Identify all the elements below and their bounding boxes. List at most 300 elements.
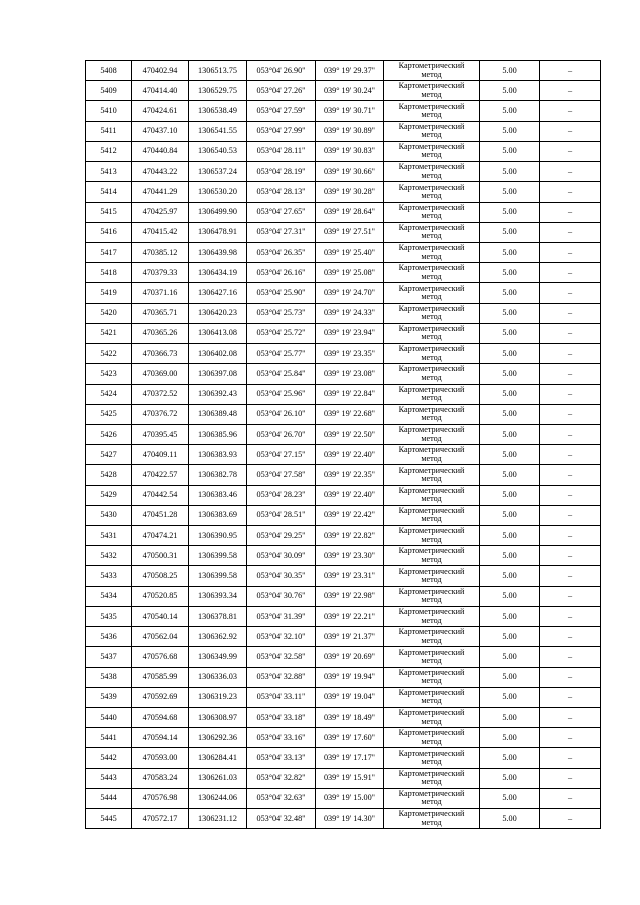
method-cell (384, 283, 480, 303)
y-coordinate-cell: 1306231.12 (189, 809, 247, 829)
note-cell: – (540, 344, 601, 364)
x-coordinate-cell: 470593.00 (132, 748, 189, 768)
accuracy-cell: 5.00 (480, 263, 540, 283)
y-coordinate-cell: 1306378.81 (189, 606, 247, 626)
point-number-cell: 5430 (86, 505, 132, 525)
accuracy-cell: 5.00 (480, 404, 540, 424)
method-line-1: Картометрический (398, 789, 465, 799)
x-coordinate-cell: 470500.31 (132, 546, 189, 566)
latitude-cell: 053°04' 27.15" (247, 445, 316, 465)
longitude-cell: 039° 19' 22.82" (316, 526, 384, 546)
latitude-cell: 053°04' 32.63" (247, 788, 316, 808)
method-cell (384, 606, 480, 626)
point-number-cell: 5444 (86, 788, 132, 808)
method-cell (384, 121, 480, 141)
method-line-2: метод (421, 635, 442, 645)
note-cell: – (540, 546, 601, 566)
accuracy-cell: 5.00 (480, 162, 540, 182)
x-coordinate-cell: 470594.68 (132, 708, 189, 728)
accuracy-cell: 5.00 (480, 141, 540, 161)
longitude-cell: 039° 19' 22.21" (316, 606, 384, 626)
method-cell (384, 728, 480, 748)
x-coordinate-cell: 470594.14 (132, 728, 189, 748)
table-row (86, 667, 601, 687)
method-line-1: Картометрический (398, 404, 465, 414)
accuracy-cell: 5.00 (480, 242, 540, 262)
note-cell: – (540, 627, 601, 647)
y-coordinate-cell: 1306540.53 (189, 141, 247, 161)
table-row (86, 687, 601, 707)
point-number-cell: 5443 (86, 768, 132, 788)
note-cell: – (540, 283, 601, 303)
point-number-cell: 5434 (86, 586, 132, 606)
longitude-cell: 039° 19' 24.33" (316, 303, 384, 323)
point-number-cell: 5438 (86, 667, 132, 687)
latitude-cell: 053°04' 25.84" (247, 364, 316, 384)
point-number-cell: 5409 (86, 81, 132, 101)
note-cell: – (540, 222, 601, 242)
method-line-1: Картометрический (398, 445, 465, 455)
note-cell: – (540, 526, 601, 546)
longitude-cell: 039° 19' 19.94" (316, 667, 384, 687)
point-number-cell: 5436 (86, 627, 132, 647)
latitude-cell: 053°04' 29.25" (247, 526, 316, 546)
longitude-cell: 039° 19' 21.37" (316, 627, 384, 647)
note-cell: – (540, 162, 601, 182)
method-line-2: метод (421, 413, 442, 423)
method-line-1: Картометрический (398, 647, 465, 657)
longitude-cell: 039° 19' 22.35" (316, 465, 384, 485)
table-row (86, 586, 601, 606)
method-line-1: Картометрический (398, 667, 465, 677)
method-line-2: метод (421, 170, 442, 180)
accuracy-cell: 5.00 (480, 101, 540, 121)
method-line-2: метод (421, 110, 442, 120)
note-cell: – (540, 606, 601, 626)
longitude-cell: 039° 19' 22.84" (316, 384, 384, 404)
accuracy-cell: 5.00 (480, 182, 540, 202)
accuracy-cell: 5.00 (480, 465, 540, 485)
method-cell (384, 687, 480, 707)
longitude-cell: 039° 19' 24.70" (316, 283, 384, 303)
point-number-cell: 5413 (86, 162, 132, 182)
accuracy-cell: 5.00 (480, 708, 540, 728)
note-cell: – (540, 364, 601, 384)
x-coordinate-cell: 470409.11 (132, 445, 189, 465)
method-cell (384, 141, 480, 161)
accuracy-cell: 5.00 (480, 303, 540, 323)
point-number-cell: 5410 (86, 101, 132, 121)
method-line-1: Картометрический (398, 506, 465, 516)
x-coordinate-cell: 470474.21 (132, 526, 189, 546)
note-cell: – (540, 728, 601, 748)
accuracy-cell: 5.00 (480, 627, 540, 647)
note-cell: – (540, 445, 601, 465)
table-row (86, 647, 601, 667)
y-coordinate-cell: 1306308.97 (189, 708, 247, 728)
table-row (86, 465, 601, 485)
method-cell (384, 445, 480, 465)
y-coordinate-cell: 1306530.20 (189, 182, 247, 202)
method-cell (384, 788, 480, 808)
method-line-2: метод (421, 575, 442, 585)
y-coordinate-cell: 1306392.43 (189, 384, 247, 404)
method-cell (384, 182, 480, 202)
longitude-cell: 039° 19' 15.00" (316, 788, 384, 808)
method-line-1: Картометрический (398, 303, 465, 313)
x-coordinate-cell: 470376.72 (132, 404, 189, 424)
table-row (86, 283, 601, 303)
x-coordinate-cell: 470385.12 (132, 242, 189, 262)
y-coordinate-cell: 1306513.75 (189, 61, 247, 81)
point-number-cell: 5433 (86, 566, 132, 586)
latitude-cell: 053°04' 25.72" (247, 323, 316, 343)
method-line-1: Картометрический (398, 182, 465, 192)
longitude-cell: 039° 19' 15.91" (316, 768, 384, 788)
table-row (86, 242, 601, 262)
y-coordinate-cell: 1306389.48 (189, 404, 247, 424)
accuracy-cell: 5.00 (480, 687, 540, 707)
method-cell (384, 667, 480, 687)
x-coordinate-cell: 470592.69 (132, 687, 189, 707)
point-number-cell: 5426 (86, 424, 132, 444)
table-row (86, 424, 601, 444)
latitude-cell: 053°04' 26.70" (247, 424, 316, 444)
y-coordinate-cell: 1306399.58 (189, 566, 247, 586)
x-coordinate-cell: 470395.45 (132, 424, 189, 444)
x-coordinate-cell: 470425.97 (132, 202, 189, 222)
latitude-cell: 053°04' 25.73" (247, 303, 316, 323)
method-line-2: метод (421, 150, 442, 160)
method-cell (384, 526, 480, 546)
table-row (86, 566, 601, 586)
accuracy-cell: 5.00 (480, 344, 540, 364)
point-number-cell: 5419 (86, 283, 132, 303)
latitude-cell: 053°04' 33.16" (247, 728, 316, 748)
method-cell (384, 404, 480, 424)
latitude-cell: 053°04' 32.82" (247, 768, 316, 788)
method-line-1: Картометрический (398, 607, 465, 617)
point-number-cell: 5421 (86, 323, 132, 343)
point-number-cell: 5417 (86, 242, 132, 262)
method-line-2: метод (421, 615, 442, 625)
longitude-cell: 039° 19' 30.83" (316, 141, 384, 161)
x-coordinate-cell: 470422.57 (132, 465, 189, 485)
method-line-2: метод (421, 797, 442, 807)
table-row (86, 344, 601, 364)
table-row (86, 263, 601, 283)
latitude-cell: 053°04' 28.13" (247, 182, 316, 202)
accuracy-cell: 5.00 (480, 606, 540, 626)
y-coordinate-cell: 1306439.98 (189, 242, 247, 262)
table-row (86, 162, 601, 182)
longitude-cell: 039° 19' 23.08" (316, 364, 384, 384)
x-coordinate-cell: 470379.33 (132, 263, 189, 283)
table-row (86, 546, 601, 566)
point-number-cell: 5429 (86, 485, 132, 505)
note-cell: – (540, 768, 601, 788)
x-coordinate-cell: 470365.71 (132, 303, 189, 323)
longitude-cell: 039° 19' 23.35" (316, 344, 384, 364)
table-row (86, 526, 601, 546)
point-number-cell: 5435 (86, 606, 132, 626)
x-coordinate-cell: 470372.52 (132, 384, 189, 404)
note-cell: – (540, 748, 601, 768)
note-cell: – (540, 303, 601, 323)
y-coordinate-cell: 1306434.19 (189, 263, 247, 283)
method-line-2: метод (421, 292, 442, 302)
method-cell (384, 708, 480, 728)
method-line-2: метод (421, 696, 442, 706)
y-coordinate-cell: 1306413.08 (189, 323, 247, 343)
method-line-1: Картометрический (398, 344, 465, 354)
method-cell (384, 768, 480, 788)
latitude-cell: 053°04' 26.90" (247, 61, 316, 81)
table-row (86, 61, 601, 81)
x-coordinate-cell: 470572.17 (132, 809, 189, 829)
y-coordinate-cell: 1306427.16 (189, 283, 247, 303)
note-cell: – (540, 424, 601, 444)
method-line-1: Картометрический (398, 586, 465, 596)
table-row (86, 748, 601, 768)
method-line-2: метод (421, 554, 442, 564)
latitude-cell: 053°04' 26.10" (247, 404, 316, 424)
longitude-cell: 039° 19' 14.30" (316, 809, 384, 829)
y-coordinate-cell: 1306383.93 (189, 445, 247, 465)
y-coordinate-cell: 1306397.08 (189, 364, 247, 384)
point-number-cell: 5425 (86, 404, 132, 424)
method-line-1: Картометрический (398, 425, 465, 435)
accuracy-cell: 5.00 (480, 647, 540, 667)
method-line-1: Картометрический (398, 222, 465, 232)
point-number-cell: 5415 (86, 202, 132, 222)
method-line-1: Картометрический (398, 243, 465, 253)
method-line-1: Картометрический (398, 202, 465, 212)
accuracy-cell: 5.00 (480, 81, 540, 101)
method-cell (384, 505, 480, 525)
table-row (86, 222, 601, 242)
latitude-cell: 053°04' 25.96" (247, 384, 316, 404)
longitude-cell: 039° 19' 30.89" (316, 121, 384, 141)
note-cell: – (540, 323, 601, 343)
table-row (86, 202, 601, 222)
method-cell (384, 627, 480, 647)
method-line-1: Картометрический (398, 526, 465, 536)
point-number-cell: 5416 (86, 222, 132, 242)
point-number-cell: 5431 (86, 526, 132, 546)
y-coordinate-cell: 1306420.23 (189, 303, 247, 323)
x-coordinate-cell: 470424.61 (132, 101, 189, 121)
point-number-cell: 5428 (86, 465, 132, 485)
method-cell (384, 566, 480, 586)
method-line-2: метод (421, 453, 442, 463)
point-number-cell: 5437 (86, 647, 132, 667)
method-line-1: Картометрический (398, 61, 465, 71)
longitude-cell: 039° 19' 30.71" (316, 101, 384, 121)
method-line-2: метод (421, 473, 442, 483)
latitude-cell: 053°04' 30.09" (247, 546, 316, 566)
y-coordinate-cell: 1306390.95 (189, 526, 247, 546)
table-row (86, 182, 601, 202)
point-number-cell: 5420 (86, 303, 132, 323)
longitude-cell: 039° 19' 25.08" (316, 263, 384, 283)
accuracy-cell: 5.00 (480, 323, 540, 343)
longitude-cell: 039° 19' 17.60" (316, 728, 384, 748)
accuracy-cell: 5.00 (480, 505, 540, 525)
table-row (86, 788, 601, 808)
method-line-2: метод (421, 757, 442, 767)
table-row (86, 404, 601, 424)
method-line-2: метод (421, 817, 442, 827)
method-cell (384, 424, 480, 444)
method-cell (384, 242, 480, 262)
method-line-1: Картометрический (398, 768, 465, 778)
method-line-1: Картометрический (398, 101, 465, 111)
latitude-cell: 053°04' 26.16" (247, 263, 316, 283)
method-cell (384, 485, 480, 505)
method-line-2: метод (421, 655, 442, 665)
longitude-cell: 039° 19' 17.17" (316, 748, 384, 768)
latitude-cell: 053°04' 27.26" (247, 81, 316, 101)
longitude-cell: 039° 19' 20.69" (316, 647, 384, 667)
method-line-1: Картометрический (398, 283, 465, 293)
point-number-cell: 5439 (86, 687, 132, 707)
method-line-2: метод (421, 69, 442, 79)
accuracy-cell: 5.00 (480, 546, 540, 566)
method-line-2: метод (421, 251, 442, 261)
point-number-cell: 5442 (86, 748, 132, 768)
latitude-cell: 053°04' 32.88" (247, 667, 316, 687)
latitude-cell: 053°04' 30.76" (247, 586, 316, 606)
y-coordinate-cell: 1306383.69 (189, 505, 247, 525)
method-line-1: Картометрический (398, 485, 465, 495)
method-cell (384, 809, 480, 829)
y-coordinate-cell: 1306261.03 (189, 768, 247, 788)
note-cell: – (540, 647, 601, 667)
x-coordinate-cell: 470414.40 (132, 81, 189, 101)
method-line-2: метод (421, 130, 442, 140)
accuracy-cell: 5.00 (480, 202, 540, 222)
y-coordinate-cell: 1306385.96 (189, 424, 247, 444)
table-row (86, 485, 601, 505)
y-coordinate-cell: 1306541.55 (189, 121, 247, 141)
x-coordinate-cell: 470402.94 (132, 61, 189, 81)
accuracy-cell: 5.00 (480, 809, 540, 829)
method-cell (384, 364, 480, 384)
table-row (86, 81, 601, 101)
accuracy-cell: 5.00 (480, 526, 540, 546)
method-cell (384, 465, 480, 485)
method-cell (384, 323, 480, 343)
y-coordinate-cell: 1306393.34 (189, 586, 247, 606)
method-cell (384, 546, 480, 566)
latitude-cell: 053°04' 31.39" (247, 606, 316, 626)
note-cell: – (540, 242, 601, 262)
table-row (86, 505, 601, 525)
table-row (86, 768, 601, 788)
point-number-cell: 5418 (86, 263, 132, 283)
x-coordinate-cell: 470371.16 (132, 283, 189, 303)
y-coordinate-cell: 1306349.99 (189, 647, 247, 667)
note-cell: – (540, 667, 601, 687)
note-cell: – (540, 566, 601, 586)
longitude-cell: 039° 19' 22.42" (316, 505, 384, 525)
latitude-cell: 053°04' 25.77" (247, 344, 316, 364)
y-coordinate-cell: 1306538.49 (189, 101, 247, 121)
latitude-cell: 053°04' 26.35" (247, 242, 316, 262)
note-cell: – (540, 809, 601, 829)
table-row (86, 323, 601, 343)
note-cell: – (540, 505, 601, 525)
y-coordinate-cell: 1306478.91 (189, 222, 247, 242)
y-coordinate-cell: 1306399.58 (189, 546, 247, 566)
x-coordinate-cell: 470369.00 (132, 364, 189, 384)
latitude-cell: 053°04' 28.11" (247, 141, 316, 161)
latitude-cell: 053°04' 27.31" (247, 222, 316, 242)
x-coordinate-cell: 470437.10 (132, 121, 189, 141)
longitude-cell: 039° 19' 22.68" (316, 404, 384, 424)
point-number-cell: 5441 (86, 728, 132, 748)
table-row (86, 384, 601, 404)
y-coordinate-cell: 1306382.78 (189, 465, 247, 485)
point-number-cell: 5440 (86, 708, 132, 728)
method-cell (384, 647, 480, 667)
longitude-cell: 039° 19' 22.98" (316, 586, 384, 606)
y-coordinate-cell: 1306362.92 (189, 627, 247, 647)
latitude-cell: 053°04' 28.19" (247, 162, 316, 182)
x-coordinate-cell: 470520.85 (132, 586, 189, 606)
longitude-cell: 039° 19' 18.49" (316, 708, 384, 728)
latitude-cell: 053°04' 27.65" (247, 202, 316, 222)
point-number-cell: 5411 (86, 121, 132, 141)
table-row (86, 606, 601, 626)
method-cell (384, 101, 480, 121)
x-coordinate-cell: 470576.98 (132, 788, 189, 808)
note-cell: – (540, 61, 601, 81)
point-number-cell: 5424 (86, 384, 132, 404)
accuracy-cell: 5.00 (480, 566, 540, 586)
longitude-cell: 039° 19' 27.51" (316, 222, 384, 242)
method-line-2: метод (421, 372, 442, 382)
method-cell (384, 263, 480, 283)
x-coordinate-cell: 470440.84 (132, 141, 189, 161)
method-cell (384, 303, 480, 323)
accuracy-cell: 5.00 (480, 283, 540, 303)
point-number-cell: 5423 (86, 364, 132, 384)
method-line-2: метод (421, 89, 442, 99)
method-line-2: метод (421, 393, 442, 403)
method-cell (384, 384, 480, 404)
accuracy-cell: 5.00 (480, 445, 540, 465)
latitude-cell: 053°04' 28.51" (247, 505, 316, 525)
longitude-cell: 039° 19' 22.50" (316, 424, 384, 444)
longitude-cell: 039° 19' 29.37" (316, 61, 384, 81)
latitude-cell: 053°04' 33.11" (247, 687, 316, 707)
x-coordinate-cell: 470366.73 (132, 344, 189, 364)
point-number-cell: 5422 (86, 344, 132, 364)
note-cell: – (540, 485, 601, 505)
table-row (86, 364, 601, 384)
x-coordinate-cell: 470441.29 (132, 182, 189, 202)
x-coordinate-cell: 470585.99 (132, 667, 189, 687)
note-cell: – (540, 263, 601, 283)
longitude-cell: 039° 19' 30.28" (316, 182, 384, 202)
method-cell (384, 586, 480, 606)
note-cell: – (540, 182, 601, 202)
method-cell (384, 202, 480, 222)
x-coordinate-cell: 470583.24 (132, 768, 189, 788)
latitude-cell: 053°04' 27.99" (247, 121, 316, 141)
